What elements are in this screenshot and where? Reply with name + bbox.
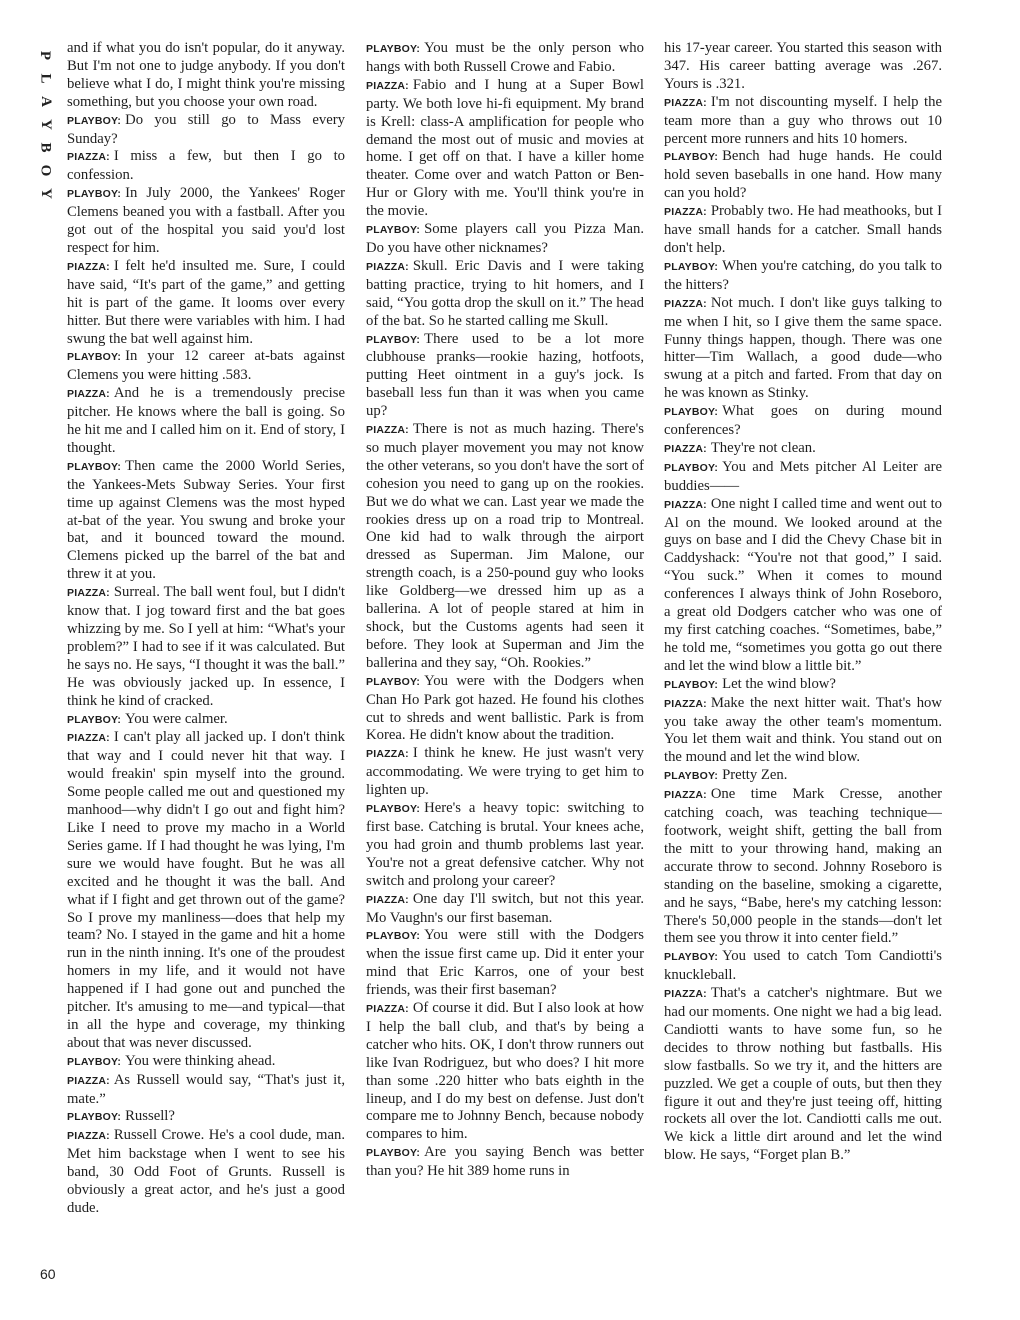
speaker-label: PLAYBOY: bbox=[664, 260, 719, 273]
interview-paragraph bbox=[67, 729, 345, 1052]
interview-paragraph bbox=[366, 800, 644, 891]
interview-paragraph bbox=[67, 40, 345, 112]
paragraph-text: There is not as much hazing. There's so much player movement you may not know the other veterans, so you don't have the sort of cohesion you need to gang up on the rookies. But we do what we can. Last year we made the rookies dress up on a road trip to Montreal. One kid had to walk through the airport dressed as Superman. Jim Malone, our strength coach, is a 250-pound guy who looks like Goldberg—we dressed him up as a ballerina. A lot of people stared at him in shock, but the Customs agents had seen it before. They look at Superman and Jim the ballerina and they say, “Oh. Rookies.” bbox=[366, 421, 644, 671]
speaker-label: PLAYBOY: bbox=[664, 461, 719, 474]
paragraph-text: They're not clean. bbox=[710, 439, 816, 456]
interview-paragraph bbox=[366, 221, 644, 258]
interview-paragraph bbox=[67, 258, 345, 349]
paragraph-text: Fabio and I hung at a Super Bowl party. We both love hi-fi equipment. My brand is Krell: class-A amplification for people who demand the most out of music and movies at home. I get off on that. I have a killer home theater. Come over and watch Patton or Ben-Hur or Glory with me. You'll think you're in the movie. bbox=[366, 76, 644, 220]
interview-paragraph bbox=[664, 786, 942, 948]
speaker-label: PIAZZA: bbox=[366, 424, 409, 437]
speaker-label: PIAZZA: bbox=[664, 988, 707, 1001]
interview-paragraph bbox=[366, 927, 644, 1000]
speaker-label: PLAYBOY: bbox=[366, 224, 421, 237]
side-label-letter: Y bbox=[37, 188, 54, 199]
speaker-label: PIAZZA: bbox=[664, 96, 707, 109]
speaker-label: PLAYBOY: bbox=[366, 675, 421, 688]
paragraph-text: Make the next hitter wait. That's how you take away the other team's momentum. You let them wait and think. You stand out on the mound and let the wind blow. bbox=[664, 694, 942, 766]
interview-paragraph bbox=[664, 148, 942, 203]
paragraph-text: And he is a tremendously precise pitcher. He knows where the ball is going. So he hit me and I called him on it. End of story, I thought. bbox=[67, 385, 345, 456]
paragraph-text: There used to be a lot more clubhouse pranks—rookie hazing, hotfoots, putting Heet ointment in a guy's jock. Is baseball less fun than it was when you came up? bbox=[366, 330, 644, 420]
interview-paragraph bbox=[67, 1108, 345, 1127]
speaker-label: PIAZZA: bbox=[366, 1003, 409, 1016]
paragraph-text: You were calmer. bbox=[125, 710, 228, 727]
interview-paragraph bbox=[664, 403, 942, 440]
text-column-1 bbox=[67, 40, 345, 1290]
paragraph-text: You used to catch Tom Candiotti's knuckleball. bbox=[664, 948, 942, 984]
interview-paragraph bbox=[366, 421, 644, 673]
speaker-label: PIAZZA: bbox=[664, 297, 707, 310]
speaker-label: PLAYBOY: bbox=[67, 188, 122, 201]
paragraph-text: Russell Crowe. He's a cool dude, man. Met him backstage when I went to see his band, 30 Odd Foot of Grunts. Russell is obviously a great actor, and he's just a good dude. bbox=[67, 1127, 345, 1216]
interview-paragraph bbox=[366, 1000, 644, 1144]
speaker-label: PLAYBOY: bbox=[67, 713, 122, 726]
interview-paragraph bbox=[67, 385, 345, 458]
text-column-3 bbox=[664, 40, 942, 1290]
interview-paragraph bbox=[67, 1053, 345, 1072]
interview-paragraph bbox=[366, 745, 644, 800]
interview-paragraph bbox=[664, 496, 942, 676]
speaker-label: PIAZZA: bbox=[67, 151, 110, 164]
interview-paragraph bbox=[366, 258, 644, 331]
side-label-letter: A bbox=[37, 96, 54, 107]
interview-paragraph bbox=[664, 695, 942, 768]
interview-paragraph bbox=[67, 1072, 345, 1109]
paragraph-text: his 17-year career. You started this season with 347. His career batting average was .267. Yours is .321. bbox=[664, 40, 942, 92]
interview-paragraph bbox=[664, 203, 942, 258]
speaker-label: PLAYBOY: bbox=[664, 406, 719, 419]
paragraph-text: Some players call you Pizza Man. Do you have other nicknames? bbox=[366, 221, 644, 256]
paragraph-text: As Russell would say, “That's just it, mate.” bbox=[67, 1071, 345, 1107]
paragraph-text: Russell? bbox=[125, 1108, 175, 1125]
speaker-label: PLAYBOY: bbox=[366, 1147, 421, 1160]
speaker-label: PLAYBOY: bbox=[366, 43, 421, 55]
interview-paragraph bbox=[366, 891, 644, 928]
speaker-label: PLAYBOY: bbox=[366, 803, 421, 816]
interview-paragraph bbox=[664, 948, 942, 985]
interview-paragraph bbox=[664, 40, 942, 94]
speaker-label: PIAZZA: bbox=[67, 260, 110, 273]
paragraph-text: One night I called time and went out to Al on the mound. We looked around at the guys on base and I did the Chevy Chase bit in Caddyshack: “You're not that good,” I said. “You suck.” When it comes to mound conferences I always think of John Roseboro, a great old Dodgers catcher who was one of my first catching coaches. “Sometimes, babe,” he told me, “sometimes you gotta go out there and let the wind blow a little bit.” bbox=[664, 495, 942, 674]
paragraph-text: In your 12 career at-bats against Clemens you were hitting .583. bbox=[67, 348, 345, 384]
paragraph-text: You and Mets pitcher Al Leiter are buddies—— bbox=[664, 458, 942, 494]
speaker-label: PIAZZA: bbox=[664, 697, 707, 710]
interview-paragraph bbox=[67, 711, 345, 730]
paragraph-text: I can't play all jacked up. I don't think that way and I could never hit that way. I would freakin' spin myself into the ground. Some people called me out and questioned my manhood—why didn't I go out and fight him? Like I need to prove my macho in a World Series game. If I had thought he was lying, I'm sure we would have fought. But he was all excited and he thought it was the ball. And what if I fight and get thrown out of the game? So I prove my manliness—does that help my team? No. I stayed in the game and hit a home run in the ninth inning. It's one of the proudest homers in my life, and it would not have happened if I had gone out and punched the pitcher. It's amusing to me—and typical—that in all the hype and coverage, my thinking about that was never discussed. bbox=[67, 729, 345, 1051]
paragraph-text: Probably two. He had meathooks, but I have small hands for a catcher. Small hands don't help. bbox=[664, 203, 942, 256]
speaker-label: PIAZZA: bbox=[67, 732, 110, 745]
paragraph-text: I'm not discounting myself. I help the team more than a guy who throws out 10 percent more runners and hits 10 homers. bbox=[664, 93, 942, 147]
interview-paragraph bbox=[664, 676, 942, 695]
paragraph-text: One time Mark Cresse, another catching coach, was teaching technique—footwork, weight shift, getting the ball from the mitt to your throwing hand, making an accurate throw to second. Johnny Roseboro is standing on the baseline, smoking a cigarette, and he says, “Babe, here's my catching lesson: There's 50,000 people in the stands—don't let them see you throw it into center field.” bbox=[664, 786, 942, 947]
speaker-label: PLAYBOY: bbox=[664, 770, 719, 783]
speaker-label: PIAZZA: bbox=[67, 1130, 110, 1143]
speaker-label: PIAZZA: bbox=[67, 1074, 110, 1087]
speaker-label: PLAYBOY: bbox=[664, 951, 719, 964]
magazine-side-label bbox=[34, 44, 56, 205]
speaker-label: PIAZZA: bbox=[664, 498, 707, 511]
paragraph-text: Skull. Eric Davis and I were taking batting practice, trying to hit homers, and I said, “You gotta drop the skull on it.” The head of the bat. So he started calling me Skull. bbox=[366, 257, 644, 329]
speaker-label: PIAZZA: bbox=[366, 893, 409, 906]
interview-paragraph bbox=[664, 767, 942, 786]
speaker-label: PIAZZA: bbox=[67, 388, 110, 401]
interview-paragraph bbox=[664, 985, 942, 1165]
paragraph-text: What goes on during mound conferences? bbox=[664, 403, 942, 439]
speaker-label: PLAYBOY: bbox=[67, 351, 122, 364]
speaker-label: PIAZZA: bbox=[366, 79, 409, 92]
interview-paragraph bbox=[67, 584, 345, 710]
side-label-letter: P bbox=[37, 50, 54, 61]
speaker-label: PLAYBOY: bbox=[366, 930, 421, 943]
paragraph-text: Pretty Zen. bbox=[722, 767, 788, 784]
interview-paragraph bbox=[67, 185, 345, 258]
interview-paragraph bbox=[366, 1144, 644, 1181]
paragraph-text: When you're catching, do you talk to the hitters? bbox=[664, 257, 942, 293]
speaker-label: PIAZZA: bbox=[366, 748, 409, 761]
side-label-letter: B bbox=[37, 142, 54, 153]
interview-paragraph bbox=[67, 1127, 345, 1218]
paragraph-text: Bench had huge hands. He could hold seven baseballs in one hand. How many can you hold? bbox=[664, 148, 942, 202]
interview-paragraph bbox=[664, 94, 942, 149]
interview-paragraph bbox=[366, 331, 644, 422]
interview-paragraph bbox=[664, 440, 942, 459]
speaker-label: PLAYBOY: bbox=[664, 151, 719, 164]
interview-paragraph bbox=[366, 77, 644, 221]
speaker-label: PIAZZA: bbox=[664, 442, 707, 455]
speaker-label: PLAYBOY: bbox=[67, 114, 122, 127]
paragraph-text: I miss a few, but then I go to confession. bbox=[67, 148, 345, 184]
interview-paragraph bbox=[664, 459, 942, 496]
speaker-label: PIAZZA: bbox=[664, 789, 707, 802]
paragraph-text: In July 2000, the Yankees' Roger Clemens beaned you with a fastball. After you got out of the hospital you said you'd lost respect for him. bbox=[67, 185, 345, 256]
speaker-label: PLAYBOY: bbox=[67, 1111, 122, 1124]
paragraph-text: That's a catcher's nightmare. But we had our moments. One night we had a big lead. Candiotti wants to have some fun, so he decides to throw nothing but fastballs. His slow fastballs. So we try it, and the hitters are puzzled. We get a couple of outs, but then they figure it out and they're just teeing off, hitting rockets all over the lot. Candiotti calls me out. We kick a little dirt around and let the wind blow. He says, “Forget plan B.” bbox=[664, 985, 942, 1164]
paragraph-text: Surreal. The ball went foul, but I didn't know that. I jog toward first and the bat goes whizzing by me. So I yell at him: “What's your problem?” I had to see if it was calculated. But he says no. He says, “I thought it was the ball.” He was obviously jacked up. In essence, I think he kind of cracked. bbox=[67, 584, 345, 709]
speaker-label: PLAYBOY: bbox=[664, 678, 719, 691]
speaker-label: PIAZZA: bbox=[366, 260, 409, 273]
paragraph-text: I think he knew. He just wasn't very accommodating. We were trying to get him to lighten up. bbox=[366, 745, 644, 799]
paragraph-text: You were with the Dodgers when Chan Ho Park got hazed. He found his clothes cut to shreds and went ballistic. Park is from Korea. He didn't know about the tradition. bbox=[366, 672, 644, 744]
interview-paragraph bbox=[67, 458, 345, 584]
paragraph-text: Here's a heavy topic: switching to first base. Catching is brutal. Your knees ache, you had groin and thumb problems last year. You're not a great defensive catcher. Why not switch and prolong your career? bbox=[366, 800, 644, 889]
paragraph-text: Do you still go to Mass every Sunday? bbox=[67, 111, 345, 147]
side-label-letter: O bbox=[37, 164, 54, 177]
paragraph-text: Of course it did. But I also look at how I help the ball club, and that's by being a catcher who hits. OK, I don't throw runners out like Ivan Rodriguez, but who does? I hit more than some .220 hitter who bats eighth in the lineup, and I do my best on defense. Just don't compare me to Johnny Bench, because nobody compares to him. bbox=[366, 1000, 644, 1143]
paragraph-text: You were thinking ahead. bbox=[125, 1052, 276, 1069]
interview-paragraph bbox=[366, 40, 644, 77]
paragraph-text: Let the wind blow? bbox=[722, 675, 836, 692]
speaker-label: PLAYBOY: bbox=[366, 333, 421, 346]
interview-paragraph bbox=[67, 112, 345, 149]
text-column-2 bbox=[366, 40, 644, 1290]
interview-paragraph bbox=[67, 148, 345, 185]
interview-paragraph bbox=[664, 258, 942, 295]
paragraph-text: and if what you do isn't popular, do it anyway. But I'm not one to judge anybody. If you don't believe what I do, I might think you're missing something, but you choose your own road. bbox=[67, 40, 345, 110]
paragraph-text: I felt he'd insulted me. Sure, I could have said, “It's part of the game,” and getting hit is part of the game. It looms over every hitter. But there were variables with him. I had swung the bat well against him. bbox=[67, 257, 345, 347]
paragraph-text: You must be the only person who hangs with both Russell Crowe and Fabio. bbox=[366, 40, 644, 75]
paragraph-text: One day I'll switch, but not this year. Mo Vaughn's our first baseman. bbox=[366, 890, 644, 926]
interview-paragraph bbox=[664, 295, 942, 403]
paragraph-text: Are you saying Bench was better than you? He hit 389 home runs in bbox=[366, 1144, 644, 1180]
speaker-label: PIAZZA: bbox=[67, 587, 110, 600]
page-number: 60 bbox=[40, 1266, 56, 1282]
paragraph-text: Not much. I don't like guys talking to me when I hit, so I give them the same space. Funny things happen, though. There was one hitter—Tim Wallach, a good dude—who swung at a pitch and farted. From that day on he was known as Stinky. bbox=[664, 294, 942, 402]
interview-paragraph bbox=[366, 673, 644, 746]
side-label-letter: Y bbox=[37, 119, 54, 130]
speaker-label: PLAYBOY: bbox=[67, 1055, 122, 1068]
speaker-label: PLAYBOY: bbox=[67, 460, 122, 473]
interview-paragraph bbox=[67, 348, 345, 385]
speaker-label: PIAZZA: bbox=[664, 206, 707, 219]
side-label-letter: L bbox=[37, 73, 54, 84]
paragraph-text: Then came the 2000 World Series, the Yankees-Mets Subway Series. Your first time up against Clemens was the most hyped at-bat of the year. You swung and broke your bat, and it bounced toward the mound. Clemens picked up the barrel of the bat and threw it at you. bbox=[67, 457, 345, 583]
paragraph-text: You were still with the Dodgers when the issue first came up. Did it enter your mind that Eric Karros, one of your best friends, was their first baseman? bbox=[366, 927, 644, 999]
